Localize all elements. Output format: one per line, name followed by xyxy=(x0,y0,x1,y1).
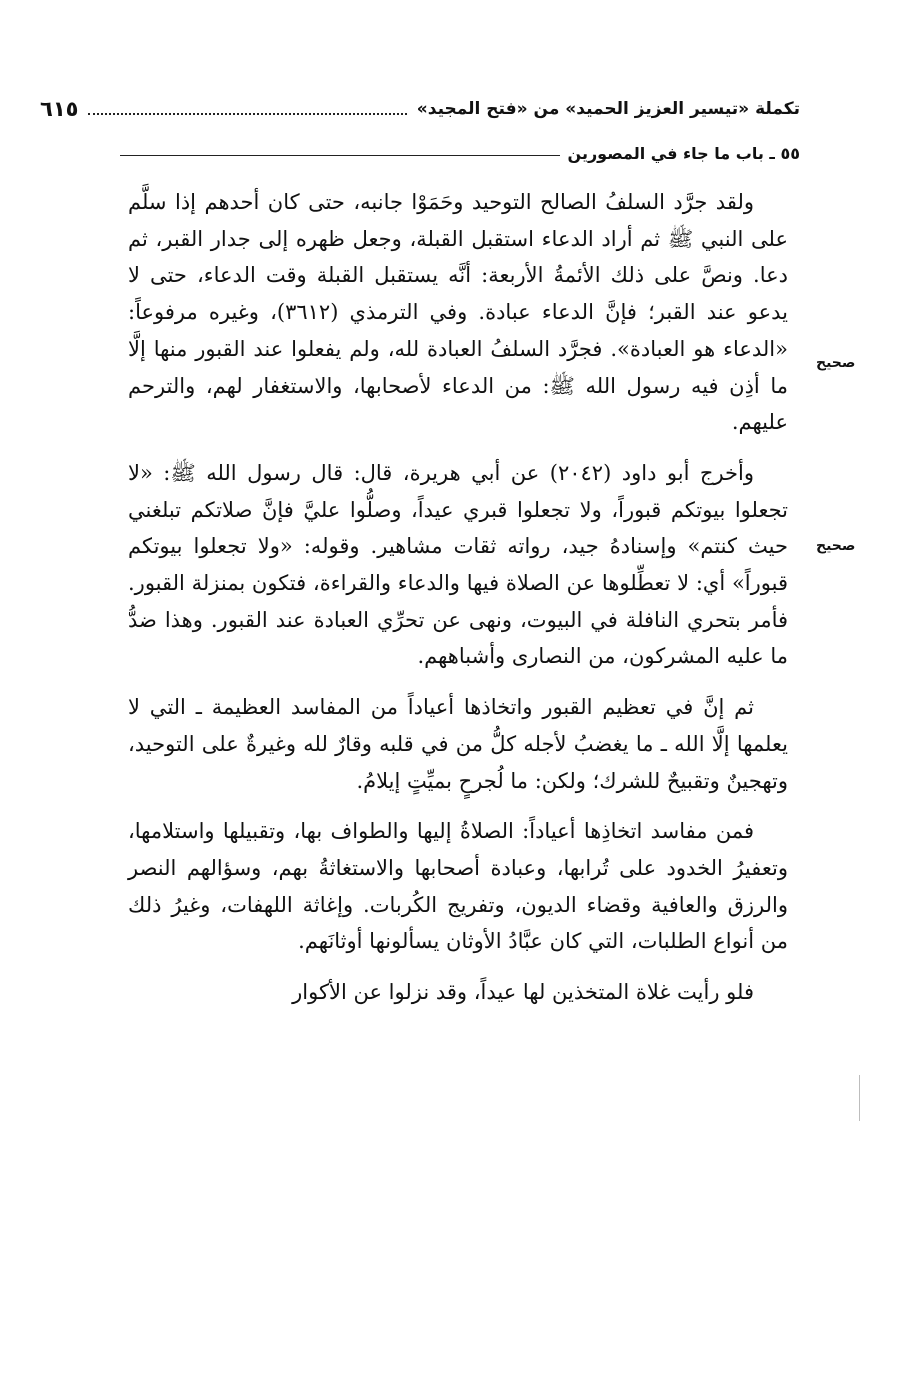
paragraph: ولقد جرَّد السلفُ الصالح التوحيد وحَمَوْا جانبه، حتى كان أحدهم إذا سلَّم على النبي ﷺ ثم أراد الدعاء استقبل القبلة، وجعل ظهره إلى جدار القبر، ثم دعا. ونصَّ على ذلك الأئمةُ الأربعة: أنَّه يستقبل القبلة وقت الدعاء، حتى لا يدعو عند القبر؛ فإنَّ الدعاء عبادة. وفي الترمذي (٣٦١٢)، وغيره مرفوعاً: «الدعاء هو العبادة». فجرَّد السلفُ العبادة لله، ولم يفعلوا عند القبور منها إلَّا ما أذِن فيه رسول الله ﷺ: من الدعاء لأصحابها، والاستغفار لهم، والترحم عليهم. xyxy=(128,190,788,435)
dot-leader xyxy=(88,113,406,115)
chapter-header xyxy=(120,138,800,168)
grading-note: صحيح xyxy=(816,538,856,554)
running-header xyxy=(40,92,800,126)
margin-mark xyxy=(859,1075,860,1121)
chapter-rule xyxy=(120,155,560,156)
paragraph: فلو رأيت غلاة المتخذين لها عيداً، وقد نزلوا عن الأكوار xyxy=(292,980,754,1005)
grading-note: صحيح xyxy=(816,355,856,371)
running-title: تكملة «تيسير العزيز الحميد» من «فتح المجيد» xyxy=(416,99,800,119)
paragraph: فمن مفاسد اتخاذِها أعياداً: الصلاةُ إليها والطواف بها، وتقبيلها واستلامها، وتعفيرُ الخدود على تُرابها، وعبادة أصحابها والاستغاثةُ بهم، وسؤالهم النصر والرزق والعافية وقضاء الديون، وتفريج الكُربات. وإغاثة اللهفات، وغيرُ ذلك من أنواع الطلبات، التي كان عبَّادُ الأوثان يسألونها أوثانَهم. xyxy=(128,819,788,954)
chapter-title: ٥٥ ـ باب ما جاء في المصورين xyxy=(567,143,800,163)
body-text xyxy=(128,180,788,1025)
page-number: ٦١٥ xyxy=(40,97,79,121)
paragraph: ثم إنَّ في تعظيم القبور واتخاذها أعياداً من المفاسد العظيمة ـ التي لا يعلمها إلَّا الله ـ ما يغضبُ لأجله كلُّ من في قلبه وقارٌ لله وغيرةٌ على التوحيد، وتهجينٌ وتقبيحٌ للشرك؛ ولكن: ما لُجرحٍ بميِّتٍ إيلامُ. xyxy=(128,695,788,793)
paragraph: وأخرج أبو داود (٢٠٤٢) عن أبي هريرة، قال: قال رسول الله ﷺ: «لا تجعلوا بيوتكم قبوراً، ولا تجعلوا قبري عيداً، وصلُّوا عليَّ فإنَّ صلاتكم تبلغني حيث كنتم» وإسنادهُ جيد، رواته ثقات مشاهير. وقوله: «ولا تجعلوا بيوتكم قبوراً» أي: لا تعطِّلوها عن الصلاة فيها والدعاء والقراءة، فتكون بمنزلة القبور. فأمر بتحري النافلة في البيوت، ونهى عن تحرِّي العبادة عند القبور. وهذا ضدُّ ما عليه المشركون، من النصارى وأشباههم. xyxy=(128,460,788,669)
